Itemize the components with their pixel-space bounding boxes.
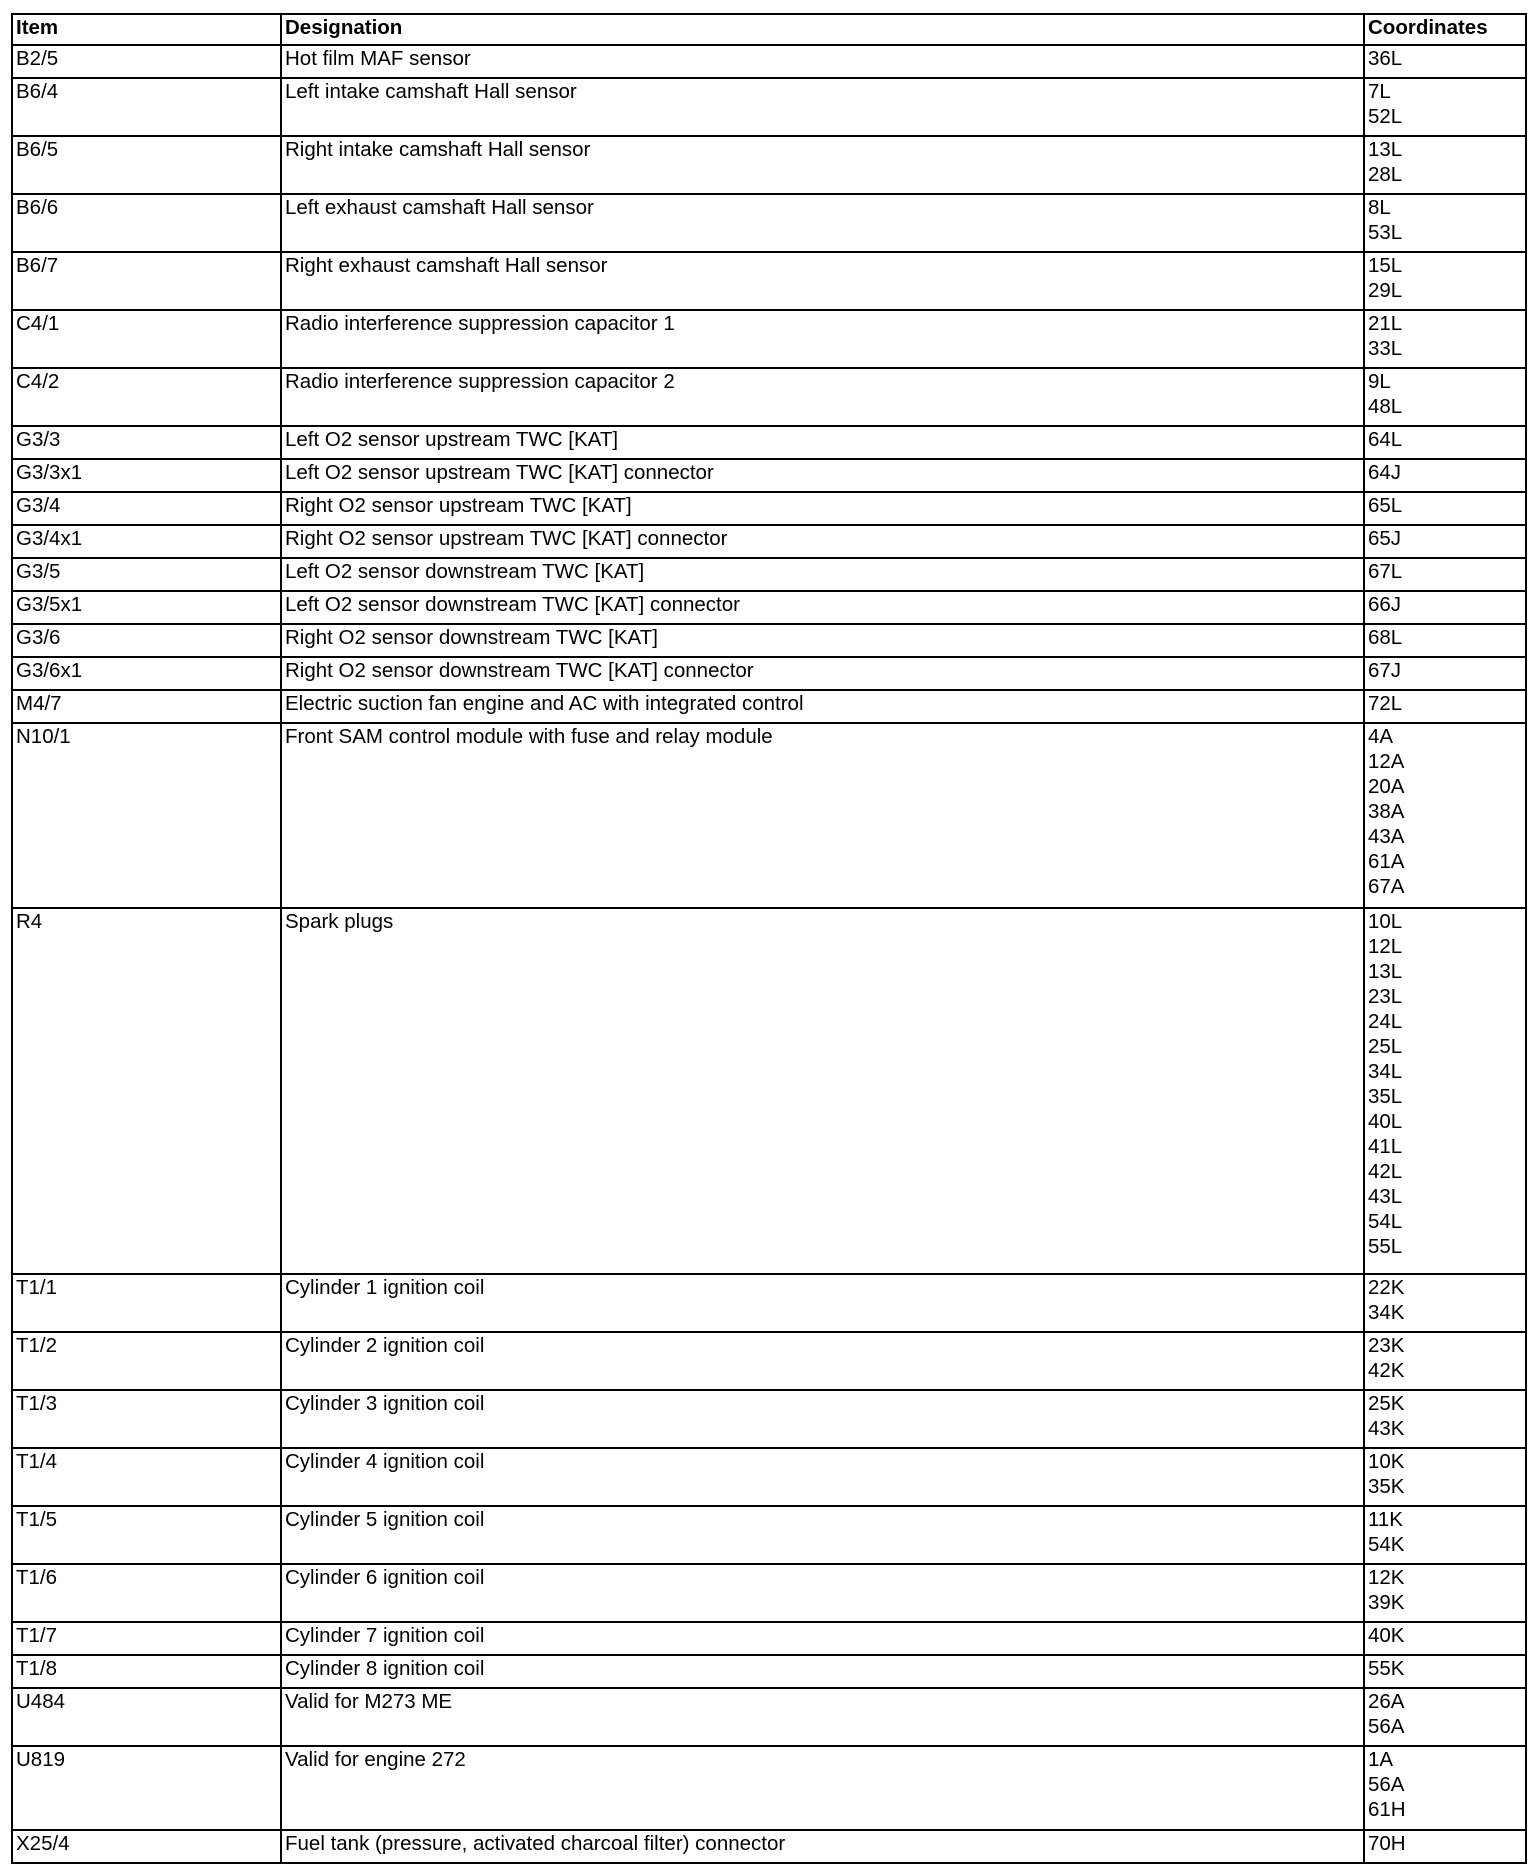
coordinate-value: 67L [1368, 560, 1403, 583]
coordinate-value: 7L [1368, 80, 1391, 103]
coordinate-value: 43L [1368, 1185, 1403, 1208]
coordinates-cell [1364, 45, 1526, 78]
coordinates-cell [1364, 591, 1526, 624]
coordinate-value: 64L [1368, 428, 1403, 451]
coordinate-value: 43K [1368, 1417, 1405, 1440]
table-row [12, 525, 1526, 558]
coordinates-cell [1364, 1506, 1526, 1564]
coordinate-value: 61H [1368, 1798, 1406, 1821]
item-cell: G3/3x1 [12, 459, 281, 492]
designation-cell: Cylinder 5 ignition coil [281, 1506, 1364, 1564]
coordinates-cell [1364, 1830, 1526, 1863]
coordinate-value: 42L [1368, 1160, 1403, 1183]
item-cell: G3/6x1 [12, 657, 281, 690]
table-row [12, 1448, 1526, 1506]
table-row [12, 1332, 1526, 1390]
coordinates-cell [1364, 657, 1526, 690]
coordinate-value: 40K [1368, 1624, 1405, 1647]
coordinates-cell [1364, 1332, 1526, 1390]
coordinate-value: 55K [1368, 1657, 1405, 1680]
coordinate-value: 43A [1368, 825, 1405, 848]
coordinate-value: 48L [1368, 395, 1403, 418]
coordinate-value: 22K [1368, 1276, 1405, 1299]
item-cell: B6/5 [12, 136, 281, 194]
item-cell: B6/7 [12, 252, 281, 310]
item-cell: G3/4x1 [12, 525, 281, 558]
designation-cell: Right O2 sensor downstream TWC [KAT] [281, 624, 1364, 657]
coordinate-value: 35K [1368, 1475, 1405, 1498]
coordinate-value: 36L [1368, 47, 1403, 70]
header-designation: Designation [281, 14, 1364, 45]
coordinate-value: 67A [1368, 875, 1405, 898]
coordinate-value: 38A [1368, 800, 1405, 823]
table-row [12, 492, 1526, 525]
coordinates-cell [1364, 492, 1526, 525]
coordinates-cell [1364, 310, 1526, 368]
designation-cell: Left intake camshaft Hall sensor [281, 78, 1364, 136]
coordinates-cell [1364, 525, 1526, 558]
coordinate-value: 61A [1368, 850, 1405, 873]
designation-cell: Electric suction fan engine and AC with integrated control [281, 690, 1364, 723]
coordinate-value: 26A [1368, 1690, 1405, 1713]
designation-cell: Cylinder 8 ignition coil [281, 1655, 1364, 1688]
table-row [12, 1688, 1526, 1746]
table-row [12, 908, 1526, 1274]
coordinate-value: 64J [1368, 461, 1402, 484]
item-cell: G3/5x1 [12, 591, 281, 624]
coordinate-value: 40L [1368, 1110, 1403, 1133]
item-cell: T1/6 [12, 1564, 281, 1622]
coordinates-cell [1364, 1746, 1526, 1830]
designation-cell: Right intake camshaft Hall sensor [281, 136, 1364, 194]
coordinate-value: 15L [1368, 254, 1403, 277]
item-cell: G3/5 [12, 558, 281, 591]
designation-cell: Valid for engine 272 [281, 1746, 1364, 1830]
coordinates-cell [1364, 1390, 1526, 1448]
coordinate-value: 12L [1368, 935, 1403, 958]
coordinate-value: 25K [1368, 1392, 1405, 1415]
coordinates-cell [1364, 624, 1526, 657]
designation-cell: Right exhaust camshaft Hall sensor [281, 252, 1364, 310]
coordinate-value: 8L [1368, 196, 1391, 219]
coordinate-value: 55L [1368, 1235, 1403, 1258]
designation-cell: Hot film MAF sensor [281, 45, 1364, 78]
item-cell: X25/4 [12, 1830, 281, 1863]
table-row [12, 1655, 1526, 1688]
coordinate-value: 72L [1368, 692, 1403, 715]
table-row [12, 624, 1526, 657]
coordinates-cell [1364, 1274, 1526, 1332]
table-row [12, 723, 1526, 908]
coordinate-value: 68L [1368, 626, 1403, 649]
item-cell: B6/4 [12, 78, 281, 136]
coordinate-value: 12A [1368, 750, 1405, 773]
designation-cell: Right O2 sensor downstream TWC [KAT] connector [281, 657, 1364, 690]
item-cell: T1/4 [12, 1448, 281, 1506]
item-cell: T1/7 [12, 1622, 281, 1655]
table-row [12, 310, 1526, 368]
coordinates-cell [1364, 426, 1526, 459]
designation-cell: Cylinder 2 ignition coil [281, 1332, 1364, 1390]
header-item: Item [12, 14, 281, 45]
coordinate-value: 56A [1368, 1715, 1405, 1738]
coordinate-value: 65J [1368, 527, 1402, 550]
coordinate-value: 33L [1368, 337, 1403, 360]
coordinate-value: 10L [1368, 910, 1403, 933]
coordinate-value: 70H [1368, 1832, 1406, 1855]
coordinates-cell [1364, 1688, 1526, 1746]
designation-cell: Right O2 sensor upstream TWC [KAT] connector [281, 525, 1364, 558]
coordinates-cell [1364, 723, 1526, 908]
table-body [12, 45, 1526, 1863]
coordinates-cell [1364, 558, 1526, 591]
coordinate-value: 54K [1368, 1533, 1405, 1556]
designation-cell: Cylinder 4 ignition coil [281, 1448, 1364, 1506]
coordinates-cell [1364, 690, 1526, 723]
component-table [11, 13, 1527, 1864]
item-cell: T1/8 [12, 1655, 281, 1688]
table-row [12, 252, 1526, 310]
table-row [12, 1390, 1526, 1448]
coordinate-value: 4A [1368, 725, 1394, 748]
coordinates-cell [1364, 252, 1526, 310]
document-page [11, 13, 1525, 1864]
designation-cell: Radio interference suppression capacitor 1 [281, 310, 1364, 368]
coordinate-value: 9L [1368, 370, 1391, 393]
item-cell: G3/3 [12, 426, 281, 459]
table-row [12, 78, 1526, 136]
coordinate-value: 34L [1368, 1060, 1403, 1083]
table-header [12, 14, 1526, 45]
item-cell: R4 [12, 908, 281, 1274]
designation-cell: Left O2 sensor downstream TWC [KAT] [281, 558, 1364, 591]
table-row [12, 459, 1526, 492]
item-cell: C4/1 [12, 310, 281, 368]
coordinate-value: 34K [1368, 1301, 1405, 1324]
designation-cell: Fuel tank (pressure, activated charcoal filter) connector [281, 1830, 1364, 1863]
coordinate-value: 13L [1368, 960, 1403, 983]
item-cell: T1/3 [12, 1390, 281, 1448]
designation-cell: Cylinder 6 ignition coil [281, 1564, 1364, 1622]
designation-cell: Valid for M273 ME [281, 1688, 1364, 1746]
table-row [12, 45, 1526, 78]
designation-cell: Left O2 sensor downstream TWC [KAT] connector [281, 591, 1364, 624]
designation-cell: Left O2 sensor upstream TWC [KAT] [281, 426, 1364, 459]
designation-cell: Spark plugs [281, 908, 1364, 1274]
coordinate-value: 65L [1368, 494, 1403, 517]
coordinate-value: 24L [1368, 1010, 1403, 1033]
table-row [12, 1622, 1526, 1655]
coordinate-value: 21L [1368, 312, 1403, 335]
table-row [12, 136, 1526, 194]
item-cell: U819 [12, 1746, 281, 1830]
coordinate-value: 56A [1368, 1773, 1405, 1796]
coordinates-cell [1364, 78, 1526, 136]
coordinate-value: 23L [1368, 985, 1403, 1008]
table-row [12, 591, 1526, 624]
table-row [12, 657, 1526, 690]
coordinate-value: 52L [1368, 105, 1403, 128]
item-cell: G3/6 [12, 624, 281, 657]
designation-cell: Cylinder 3 ignition coil [281, 1390, 1364, 1448]
coordinate-value: 66J [1368, 593, 1402, 616]
item-cell: N10/1 [12, 723, 281, 908]
coordinate-value: 25L [1368, 1035, 1403, 1058]
item-cell: M4/7 [12, 690, 281, 723]
coordinate-value: 67J [1368, 659, 1402, 682]
coordinates-cell [1364, 368, 1526, 426]
table-row [12, 1564, 1526, 1622]
item-cell: C4/2 [12, 368, 281, 426]
coordinate-value: 13L [1368, 138, 1403, 161]
coordinate-value: 10K [1368, 1450, 1405, 1473]
coordinate-value: 53L [1368, 221, 1403, 244]
designation-cell: Radio interference suppression capacitor 2 [281, 368, 1364, 426]
coordinate-value: 41L [1368, 1135, 1403, 1158]
table-row [12, 1506, 1526, 1564]
table-row [12, 1274, 1526, 1332]
coordinate-value: 28L [1368, 163, 1403, 186]
item-cell: U484 [12, 1688, 281, 1746]
coordinates-cell [1364, 1655, 1526, 1688]
item-cell: T1/1 [12, 1274, 281, 1332]
designation-cell: Left O2 sensor upstream TWC [KAT] connector [281, 459, 1364, 492]
table-row [12, 426, 1526, 459]
coordinates-cell [1364, 1448, 1526, 1506]
table-row [12, 368, 1526, 426]
coordinate-value: 39K [1368, 1591, 1405, 1614]
coordinates-cell [1364, 136, 1526, 194]
coordinates-cell [1364, 1622, 1526, 1655]
coordinates-cell [1364, 194, 1526, 252]
item-cell: B2/5 [12, 45, 281, 78]
table-row [12, 1830, 1526, 1863]
coordinate-value: 29L [1368, 279, 1403, 302]
item-cell: T1/5 [12, 1506, 281, 1564]
designation-cell: Cylinder 1 ignition coil [281, 1274, 1364, 1332]
coordinate-value: 12K [1368, 1566, 1405, 1589]
coordinate-value: 54L [1368, 1210, 1403, 1233]
designation-cell: Left exhaust camshaft Hall sensor [281, 194, 1364, 252]
coordinate-value: 20A [1368, 775, 1405, 798]
table-row [12, 690, 1526, 723]
coordinate-value: 23K [1368, 1334, 1405, 1357]
coordinate-value: 42K [1368, 1359, 1405, 1382]
designation-cell: Front SAM control module with fuse and relay module [281, 723, 1364, 908]
coordinate-value: 11K [1368, 1508, 1403, 1531]
coordinate-value: 1A [1368, 1748, 1394, 1771]
header-row [12, 14, 1526, 45]
table-row [12, 1746, 1526, 1830]
coordinates-cell [1364, 459, 1526, 492]
header-coordinates: Coordinates [1364, 14, 1526, 45]
item-cell: B6/6 [12, 194, 281, 252]
table-row [12, 194, 1526, 252]
table-row [12, 558, 1526, 591]
designation-cell: Right O2 sensor upstream TWC [KAT] [281, 492, 1364, 525]
coordinates-cell [1364, 908, 1526, 1274]
designation-cell: Cylinder 7 ignition coil [281, 1622, 1364, 1655]
item-cell: G3/4 [12, 492, 281, 525]
item-cell: T1/2 [12, 1332, 281, 1390]
coordinate-value: 35L [1368, 1085, 1403, 1108]
coordinates-cell [1364, 1564, 1526, 1622]
